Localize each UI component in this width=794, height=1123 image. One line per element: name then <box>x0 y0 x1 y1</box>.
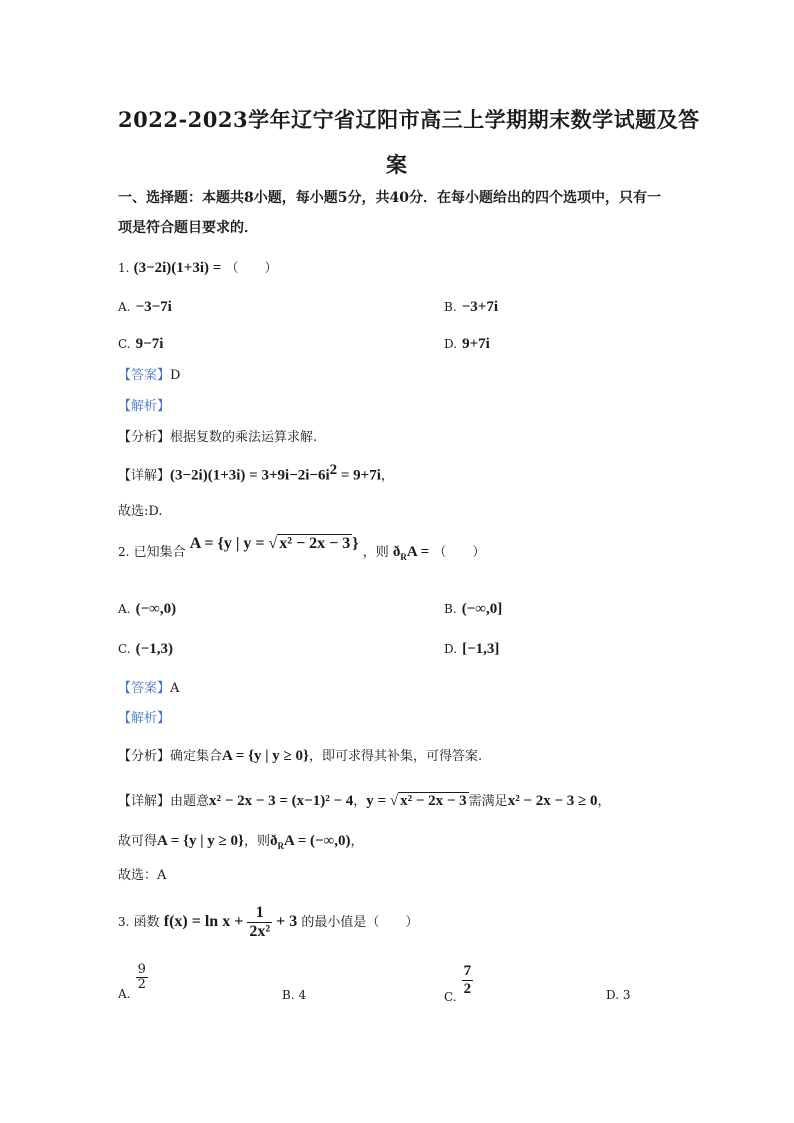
q2-option-a-label: A. <box>118 602 131 616</box>
q2-stem <box>118 535 486 562</box>
q1-number: 1. <box>118 261 130 275</box>
q2-option-d-value: [−1,3] <box>462 641 500 657</box>
q3-option-b <box>282 988 306 1002</box>
q3-option-c <box>444 963 473 1004</box>
q3-option-a-num: 9 <box>137 962 146 977</box>
fenxi-label: 【分析】 <box>118 749 171 764</box>
q2-fenxi-b: ，即可求得其补集，可得答案. <box>308 749 483 764</box>
q1-option-a-label: A. <box>118 300 131 314</box>
q3-option-a-frac <box>136 963 148 993</box>
q1-detail <box>118 462 394 484</box>
q3-frac-den: 2x² <box>249 922 271 940</box>
q3-option-c-num: 7 <box>463 963 472 979</box>
q1-analysis-label: 【解析】 <box>118 399 171 414</box>
q3-option-a-label: A. <box>118 987 131 1002</box>
q3-option-d <box>606 988 630 1002</box>
q2-line2-comp-value: A = (−∞,0) <box>283 833 351 849</box>
q1-option-a <box>118 296 172 316</box>
q2-detail-y: y = <box>366 793 390 809</box>
q2-answer <box>118 677 179 696</box>
q2-fenxi-set: A = {y | y ≥ 0} <box>222 748 309 764</box>
q1-option-d <box>444 333 490 353</box>
q2-set-head: A = {y | y = <box>189 535 269 552</box>
detail-label: 【详解】 <box>118 794 171 809</box>
q2-detail-sqrt: √ x² − 2x − 3 <box>389 793 467 809</box>
document-title-line1: 2022-2023学年辽宁省辽阳市高三上学期期末数学试题及答 <box>118 107 700 132</box>
q1-detail-expr: (3−2i)(1+3i) = 3+9i−2i−6i <box>170 467 330 484</box>
q1-option-d-label: D. <box>444 337 458 351</box>
answer-label: 【答案】 <box>118 368 171 383</box>
q2-line2-comp-sub: R <box>277 841 284 851</box>
q2-option-c-label: C. <box>118 642 131 656</box>
q2-option-b-value: (−∞,0] <box>461 601 503 617</box>
detail-label: 【详解】 <box>118 468 171 484</box>
q1-option-c <box>118 333 163 353</box>
q2-set-close: } <box>352 535 359 552</box>
q2-option-c-value: (−1,3) <box>135 641 173 657</box>
q3-option-c-den: 2 <box>463 980 472 997</box>
q1-option-d-value: 9+7i <box>462 336 490 352</box>
q1-detail-end: ， <box>380 468 394 484</box>
q2-conclusion: 故选：A <box>118 868 167 883</box>
q2-option-a <box>118 598 176 618</box>
q2-complement <box>393 544 429 560</box>
q2-prefix: 已知集合 <box>133 545 186 560</box>
q3-function <box>163 904 298 940</box>
q2-detail-expr1: x² − 2x − 3 = (x−1)² − 4 <box>209 793 354 809</box>
q2-line2-end: ， <box>350 834 364 849</box>
q2-comp-sub: R <box>400 552 407 562</box>
q1-detail-tail: = 9+7i <box>337 467 381 484</box>
q2-set-expression: A = {y | y = √ x² − 2x − 3 } <box>189 535 359 552</box>
q1-answer-value: D <box>170 368 181 383</box>
q3-suffix: 的最小值是（ ） <box>301 914 419 930</box>
fenxi-label: 【分析】 <box>118 430 171 445</box>
q2-detail-end: ， <box>597 794 611 809</box>
q2-detail <box>118 790 611 810</box>
q3-option-d-label: D. <box>606 988 620 1002</box>
q3-option-d-value: 3 <box>622 988 631 1002</box>
q1-option-b <box>444 296 498 316</box>
q3-option-b-label: B. <box>282 988 295 1002</box>
q2-option-a-value: (−∞,0) <box>135 601 177 617</box>
q2-line2-then: ，则 <box>243 834 270 849</box>
q1-option-a-value: −3−7i <box>135 299 172 315</box>
q2-number: 2. <box>118 545 130 559</box>
q1-paren: （ ） <box>225 261 278 276</box>
q3-prefix: 函数 <box>133 914 160 930</box>
q2-analysis-label: 【解析】 <box>118 711 171 726</box>
q3-option-a-den: 2 <box>137 977 146 993</box>
q1-detail-sup: 2 <box>329 462 338 478</box>
q2-line2-comp-symbol: ð <box>269 833 278 849</box>
q2-comp-symbol: ð <box>392 544 401 560</box>
q2-fenxi <box>118 745 482 765</box>
q1-fenxi <box>118 426 317 445</box>
q2-sqrt-body: x² − 2x − 3 <box>279 535 351 552</box>
q2-detail-need: 需满足 <box>468 794 508 809</box>
section-header-line1: 一、选择题：本题共8小题，每小题5分，共40分．在每小题给出的四个选项中，只有一 <box>118 190 661 206</box>
q3-option-a <box>118 962 148 1002</box>
q1-stem <box>118 257 277 277</box>
q2-comp-a: A = <box>406 544 430 560</box>
q2-option-b-label: B. <box>444 602 457 616</box>
q3-fx: f(x) = ln x + <box>163 912 248 930</box>
q3-option-b-value: 4 <box>298 988 307 1002</box>
q3-stem <box>118 904 418 940</box>
q3-option-c-label: C. <box>444 989 457 1004</box>
q2-detail-line2 <box>118 830 364 851</box>
q1-option-c-value: 9−7i <box>135 336 164 352</box>
q3-plus3: + 3 <box>272 912 298 930</box>
q2-line2-comp <box>270 833 351 849</box>
q2-detail-cond: x² − 2x − 3 ≥ 0 <box>507 793 598 809</box>
q2-fenxi-a: 确定集合 <box>170 749 223 764</box>
q1-fenxi-text: 根据复数的乘法运算求解. <box>170 430 318 445</box>
document-title-line2: 案 <box>386 152 408 177</box>
q1-expression: (3−2i)(1+3i) = <box>133 260 222 276</box>
answer-label: 【答案】 <box>118 681 171 696</box>
q2-line2-set: A = {y | y ≥ 0} <box>157 833 244 849</box>
q2-detail-sep: ， <box>353 794 367 809</box>
q1-option-b-label: B. <box>444 300 457 314</box>
q1-conclusion: 故选:D. <box>118 504 163 519</box>
q2-detail-sqrt-body: x² − 2x − 3 <box>400 793 467 809</box>
q2-detail-a: 由题意 <box>170 794 210 809</box>
q3-number: 3. <box>118 914 130 929</box>
q1-option-c-label: C. <box>118 337 131 351</box>
q2-line2-a: 故可得 <box>118 834 158 849</box>
q2-option-c <box>118 638 173 658</box>
q2-answer-value: A <box>170 681 180 696</box>
section-header-line2: 项是符合题目要求的． <box>118 220 258 236</box>
q2-option-d <box>444 638 499 658</box>
q2-option-d-label: D. <box>444 642 458 656</box>
q1-answer <box>118 364 180 383</box>
q1-option-b-value: −3+7i <box>461 299 498 315</box>
q3-frac-num: 1 <box>255 904 264 921</box>
q3-option-c-frac <box>462 963 474 997</box>
q2-option-b <box>444 598 502 618</box>
q2-paren: （ ） <box>433 545 486 560</box>
q2-then: ，则 <box>362 545 389 560</box>
q3-fraction <box>247 904 272 940</box>
